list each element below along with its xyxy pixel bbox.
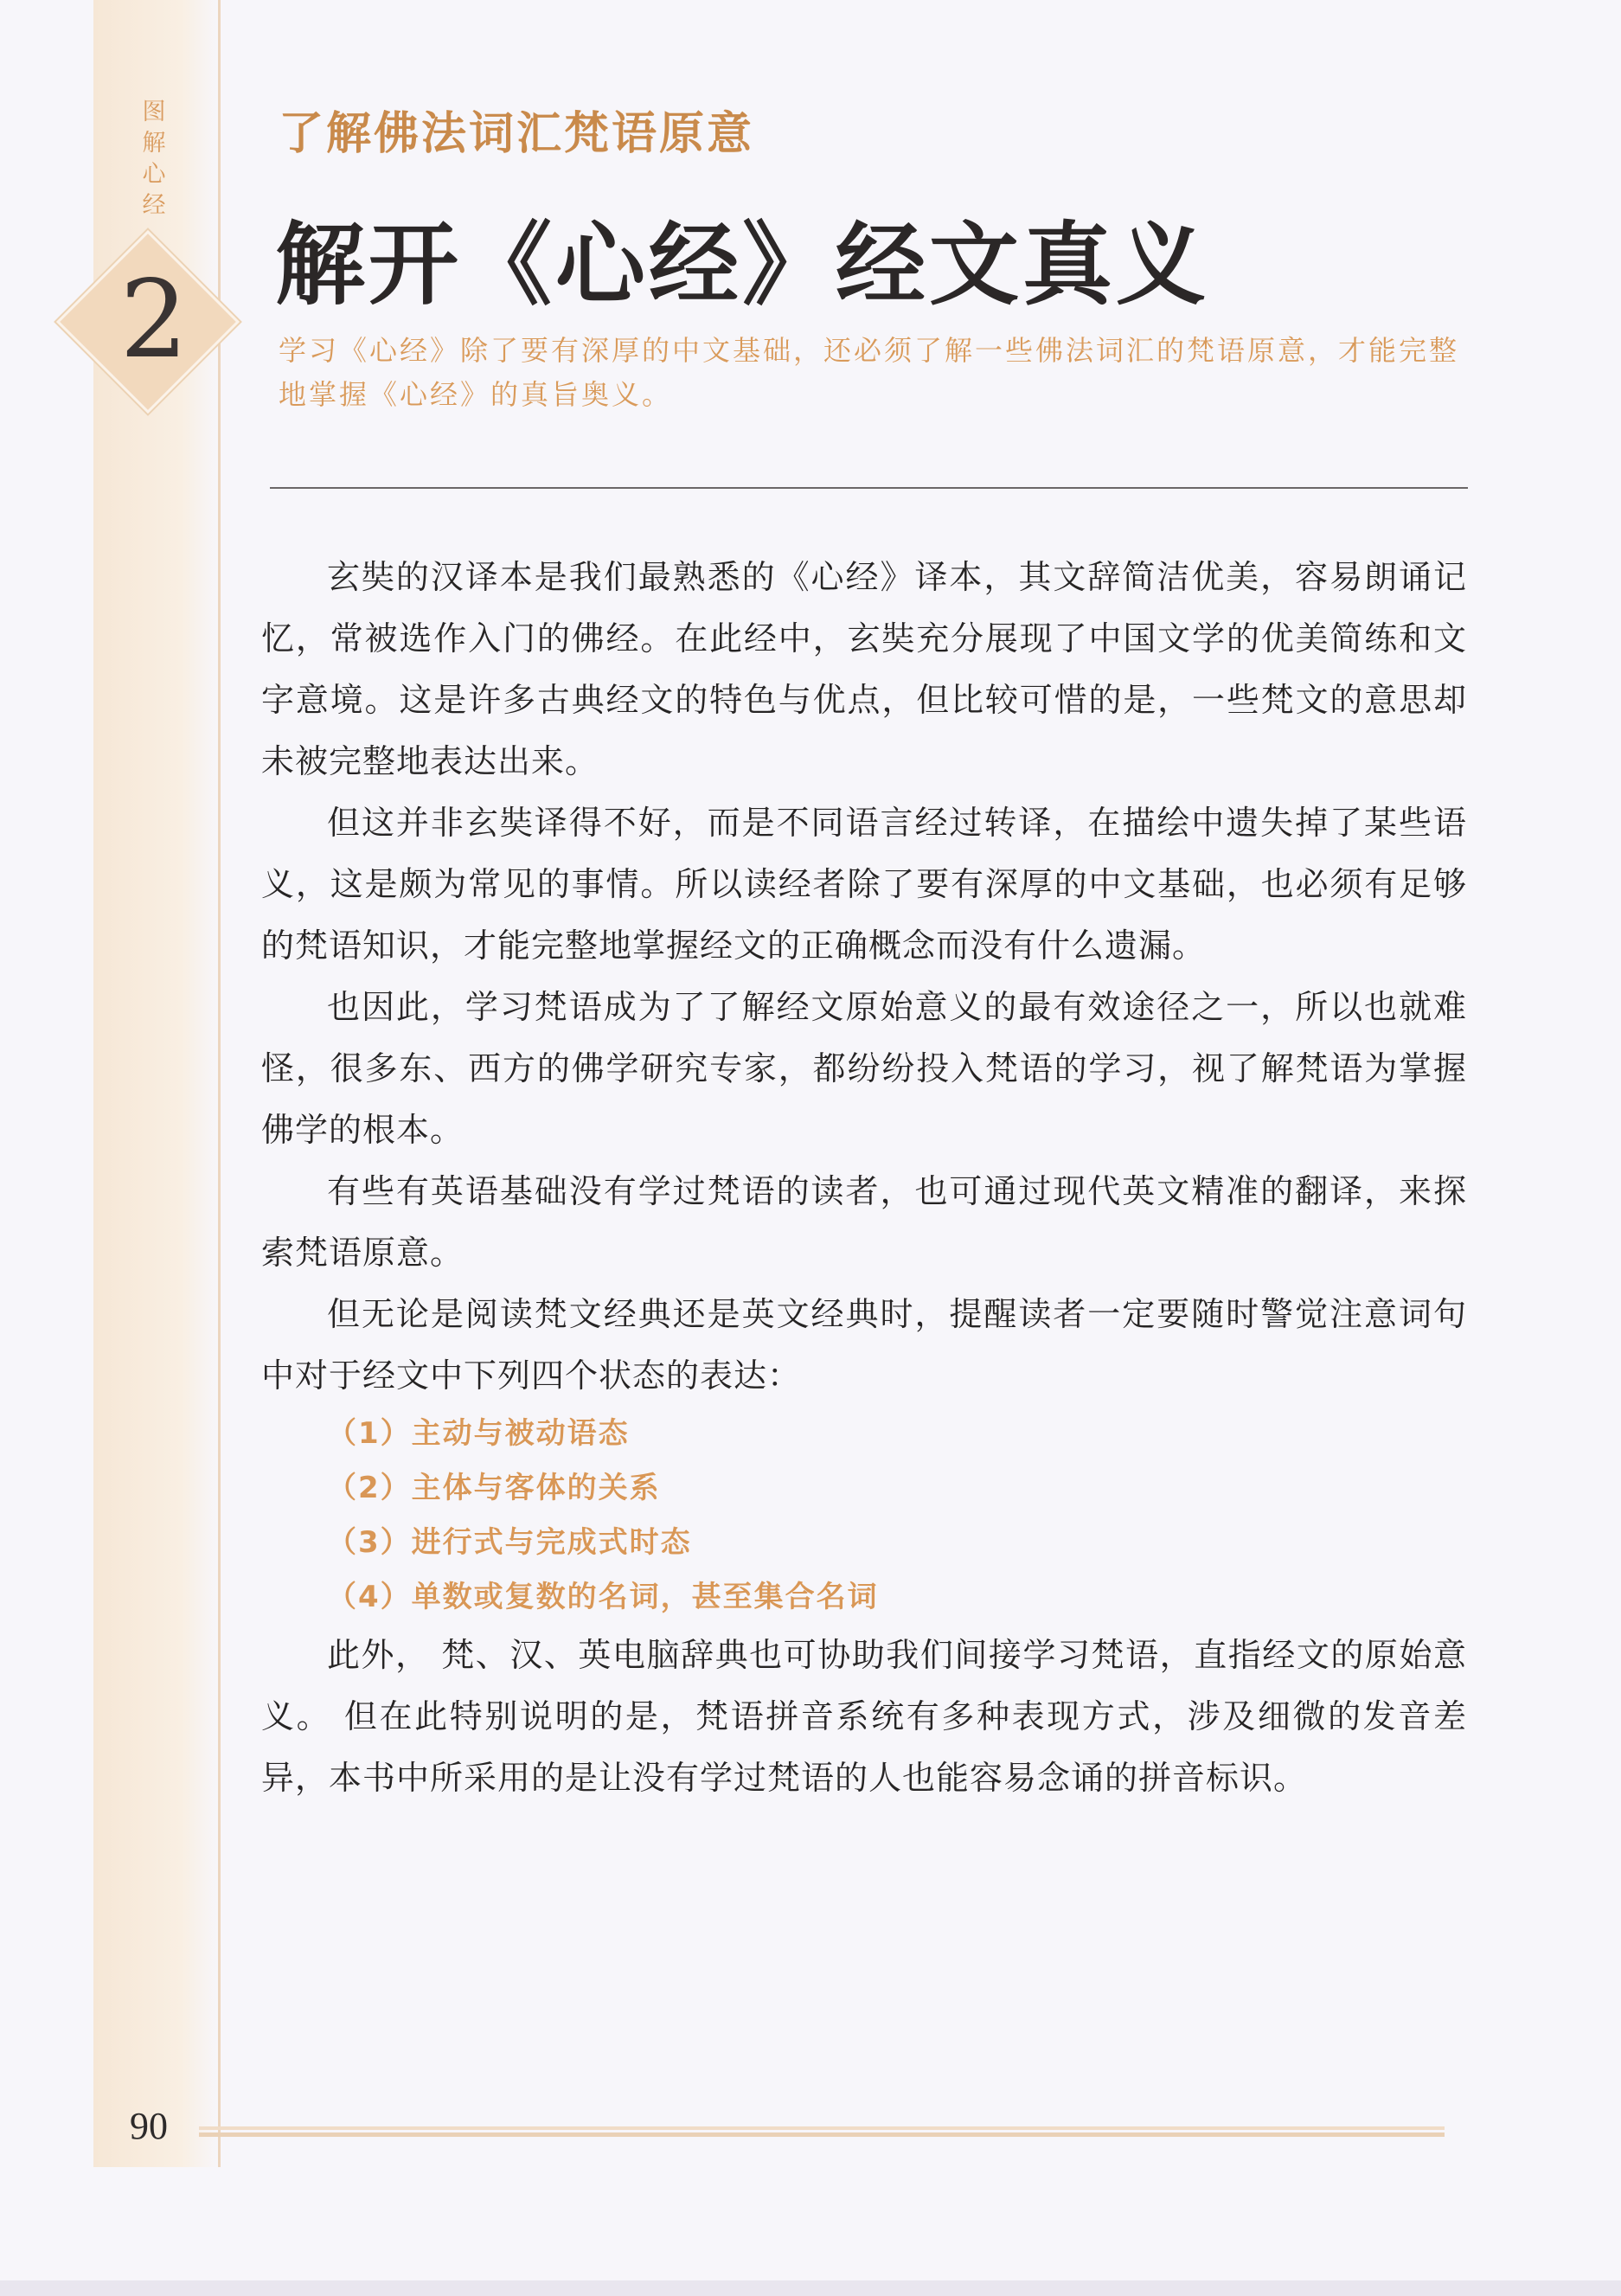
- footer-rule: [199, 2126, 1445, 2137]
- list-item: （2）主体与客体的关系: [327, 1471, 661, 1505]
- page-number: 90: [130, 2105, 168, 2147]
- state-list: [261, 1407, 1467, 1625]
- list-item: （3）进行式与完成式时态: [327, 1525, 692, 1560]
- article-body: [261, 547, 1467, 1809]
- body-paragraph: 但无论是阅读梵文经典还是英文经典时，提醒读者一定要随时警觉注意词句中对于经文中下列四个状态的表达：: [261, 1295, 1467, 1395]
- header-divider: [270, 487, 1468, 489]
- lead-paragraph: 学习《心经》除了要有深厚的中文基础，还必须了解一些佛法词汇的梵语原意，才能完整地掌握《心经》的真旨奥义。: [279, 334, 1460, 411]
- page-edge: [0, 2280, 1621, 2296]
- closing-paragraph: 此外， 梵、汉、英电脑辞典也可协助我们间接学习梵语，直指经文的原始意义。 但在此特别说明的是，梵语拼音系统有多种表现方式，涉及细微的发音差异，本书中所采用的是让没有学过梵语的人也能容易念诵的拼音标识。: [261, 1636, 1467, 1797]
- chapter-number: 2: [119, 258, 189, 382]
- section-kicker: 了解佛法词汇梵语原意: [279, 107, 755, 160]
- list-item: （4）单数或复数的名词，甚至集合名词: [327, 1580, 879, 1614]
- page-title: 解开《心经》经文真义: [275, 211, 1210, 317]
- series-title: 图解心经: [142, 99, 166, 219]
- list-item: （1）主动与被动语态: [327, 1416, 630, 1451]
- body-paragraph: 也因此，学习梵语成为了了解经文原始意义的最有效途径之一，所以也就难怪，很多东、西方的佛学研究专家，都纷纷投入梵语的学习，视了解梵语为掌握佛学的根本。: [261, 988, 1467, 1149]
- body-paragraph: 有些有英语基础没有学过梵语的读者，也可通过现代英文精准的翻译，来探索梵语原意。: [261, 1172, 1467, 1272]
- body-paragraph: 玄奘的汉译本是我们最熟悉的《心经》译本，其文辞简洁优美，容易朗诵记忆，常被选作入门的佛经。在此经中，玄奘充分展现了中国文学的优美简练和文字意境。这是许多古典经文的特色与优点，但比较可惜的是，一些梵文的意思却未被完整地表达出来。: [261, 558, 1467, 780]
- body-paragraph: 但这并非玄奘译得不好，而是不同语言经过转译，在描绘中遗失掉了某些语义，这是颇为常见的事情。所以读经者除了要有深厚的中文基础，也必须有足够的梵语知识，才能完整地掌握经文的正确概念而没有什么遗漏。: [261, 804, 1467, 965]
